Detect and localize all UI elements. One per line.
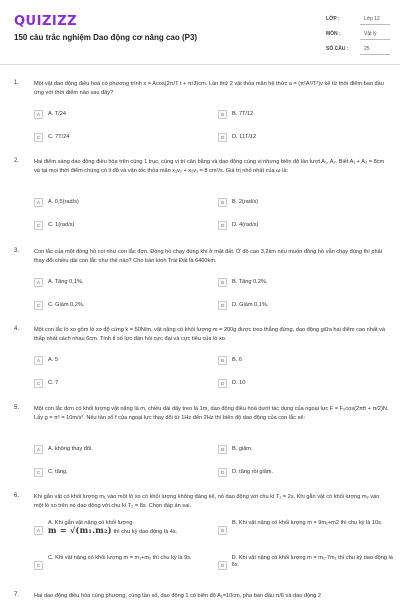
option-c[interactable]: C C. Khi vật nặng có khối lượng m = m₁+m₂ thì chu kỳ là 9s. bbox=[34, 555, 214, 577]
page-header bbox=[0, 0, 400, 62]
header-divider bbox=[0, 64, 400, 65]
option-a[interactable]: A A. không thay đổi. bbox=[34, 442, 214, 456]
question-text: Một con lắc đơn có khối lượng vật nặng là m, chiều dài dây treo là 1m, dao động điều hoà dưới tác dụng của ngoại lực F = F₀cos(2πft + π/2)N. Lấy g = π² = 10m/s². Nếu tần số f của ngoại lực thay đổi từ 1Hz đến 2Hz thì biên độ dao động của con lắc sẽ: bbox=[34, 406, 389, 421]
option-a[interactable]: A A. T/24 bbox=[34, 107, 214, 121]
meta-class-key: LỚP : bbox=[326, 16, 340, 22]
option-d[interactable]: D D. tăng rồi giảm. bbox=[218, 465, 394, 479]
option-c[interactable]: C C. 7 bbox=[34, 376, 214, 390]
option-b[interactable]: B B. 7T/12 bbox=[218, 107, 394, 121]
option-b[interactable]: B B. 2(rad/s) bbox=[218, 195, 394, 209]
option-a[interactable]: A A. Khi gắn vật nặng có khối lượng m = √(m₁.m₂) thì chu kỳ dao động là 4s. bbox=[34, 520, 214, 552]
quizizz-logo: QUIZIZZ bbox=[14, 14, 78, 29]
option-b[interactable]: B B. giảm. bbox=[218, 442, 394, 456]
option-a[interactable]: A A. Tăng 0,1%. bbox=[34, 275, 214, 289]
option-a[interactable]: A A. 0,5(rad/s) bbox=[34, 195, 214, 209]
meta-subject-value: Vật lý bbox=[364, 31, 377, 37]
option-d[interactable]: D D. Khi vật nặng có khối lượng m = m₂-7m₁ thì chu kỳ dao động là 6s. bbox=[218, 555, 394, 577]
option-d[interactable]: D D. 11T/12 bbox=[218, 130, 394, 144]
question-text: Hai dao động điều hòa cùng phương, cùng tần số, dao động 1 có biên độ A₁=10cm, pha ban đầu π/6 và dao động 2 bbox=[34, 593, 322, 599]
question-text: Con lắc của một đồng hồ coi như con lắc đơn. Đồng hồ chạy đúng khi ở mặt đất. Ở độ cao 3,2km nếu muốn đồng hồ vẫn chạy đúng thì phải thay đổi chiều dài con lắc như thế nào? Cho bán kính Trái Đất là 6400km. bbox=[34, 249, 382, 264]
option-c[interactable]: C C. 7T/24 bbox=[34, 130, 214, 144]
question-text: Khi gắn vật có khối lượng m₁ vào một lò xo có khối lượng không đáng kể, nó dao động với chu kì T₁ = 2s. Khi gắn vật có khối lượng m₂ vào một lò xo trên nó dao động với chu kì T₂ = 8s. Chọn đáp án sai. bbox=[34, 494, 380, 509]
question-text: Hai điểm sáng dao động điều hòa trên cùng 1 trục, cùng vị trí cân bằng và dao động cùng vị nhưng biên độ lần lượt A₁, A₂. Biết A₁ + A₂ = 8cm và tại mọi thời điểm chúng có li độ và vận tốc thỏa mãn x₁v₂ + x₂v₁ = 8 cm²/s. Giá trị nhỏ nhất của ω là: bbox=[34, 159, 385, 174]
question-number: 5. bbox=[14, 405, 20, 411]
option-d[interactable]: D D. 10 bbox=[218, 376, 394, 390]
option-b[interactable]: B B. Khi vật nặng có khối lượng m = 9m₁+m2 thì chu kỳ là 10s. bbox=[218, 520, 394, 548]
question-text: Một vật dao động điều hoà có phương trình x = Acos(2π/T t + π/3)cm. Lần thứ 2 vật thỏa mãn hệ thức a = (π²A²/T²)v kể từ thời điểm ban đầu ứng với thời điểm nào sau đây? bbox=[34, 81, 384, 96]
option-c[interactable]: C C. Giảm 0,2%. bbox=[34, 298, 214, 312]
question-number: 6. bbox=[14, 493, 20, 499]
meta-count-value: 25 bbox=[364, 46, 370, 52]
option-a[interactable]: A A. 5 bbox=[34, 353, 214, 367]
option-c[interactable]: C C. 1(rad/s) bbox=[34, 218, 214, 232]
option-b[interactable]: B B. 6 bbox=[218, 353, 394, 367]
meta-class-value: Lớp 12 bbox=[364, 16, 380, 22]
option-d[interactable]: D D. Giảm 0,1%. bbox=[218, 298, 394, 312]
question-number: 1. bbox=[14, 80, 20, 86]
question-number: 4. bbox=[14, 326, 20, 332]
question-text: Một con lắc lò xo gồm lò xo độ cứng k = 50N/m, vật nặng có khối lượng m = 200g được treo thẳng đứng, dao động giữa hai điểm cao nhất và thấp nhất cách nhau 6cm. Tính tỉ số lực đàn hồi cực đại và cực tiểu của lò xo. bbox=[34, 327, 386, 342]
option-b[interactable]: B B. Tăng 0,2%. bbox=[218, 275, 394, 289]
question-number: 3. bbox=[14, 248, 20, 254]
question-number: 2. bbox=[14, 158, 20, 164]
meta-count-key: SỐ CÂU : bbox=[326, 46, 349, 52]
question-number: 7. bbox=[14, 592, 20, 598]
meta-subject-key: MÔN : bbox=[326, 31, 341, 37]
option-c[interactable]: C C. tăng. bbox=[34, 465, 214, 479]
option-d[interactable]: D D. 4(rad/s) bbox=[218, 218, 394, 232]
page-title: 150 câu trắc nghiệm Dao động cơ nâng cao (P3) bbox=[14, 33, 198, 42]
formula-sqrt: m = √(m₁.m₂) bbox=[48, 525, 112, 535]
